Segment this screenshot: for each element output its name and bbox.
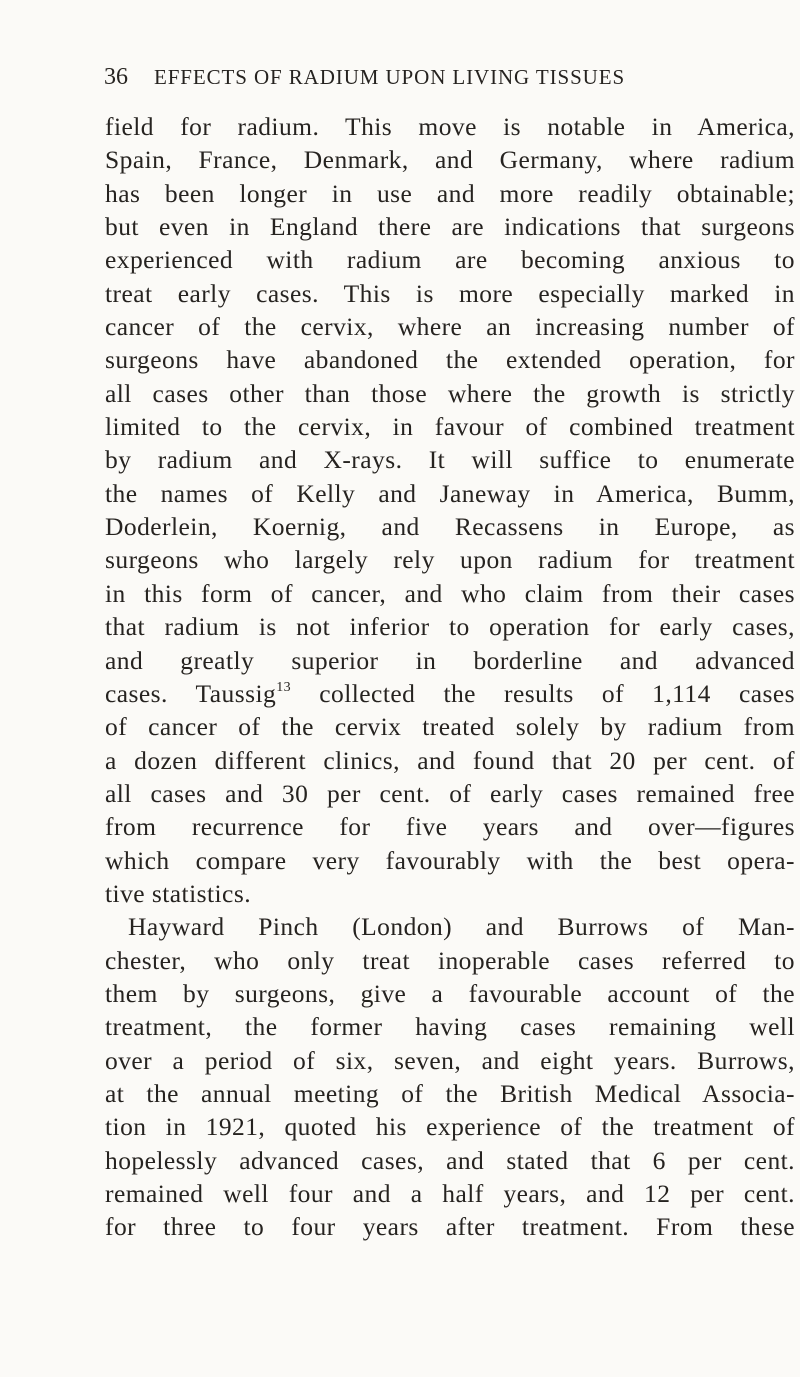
text-fragment: collected the results of 1,114 cases: [291, 678, 795, 708]
body-text: [105, 110, 795, 1244]
page-number: 36: [104, 64, 128, 90]
text-line: remained well four and a half years, and 12 per cent.: [105, 1179, 795, 1208]
text-line: all cases and 30 per cent. of early cases remained free: [105, 778, 795, 808]
paragraph-first-line: Hayward Pinch (London) and Burrows of Man-: [128, 912, 795, 942]
text-line: them by surgeons, give a favourable account of the: [105, 978, 795, 1008]
text-line: all cases other than those where the growth is strictly: [105, 378, 795, 408]
text-line-with-reference: [105, 677, 795, 710]
text-line: by radium and X-rays. It will suffice to enumerate: [105, 445, 795, 475]
text-line: has been longer in use and more readily obtainable;: [105, 178, 795, 208]
text-line: treat early cases. This is more especially marked in: [105, 278, 795, 308]
text-line: for three to four years after treatment. From these: [105, 1212, 795, 1242]
text-line: treatment, the former having cases remaining well: [105, 1012, 795, 1042]
text-line: in this form of cancer, and who claim from their cases: [105, 578, 795, 608]
text-line: from recurrence for five years and over—figures: [105, 812, 795, 842]
reference-number: 13: [276, 679, 292, 695]
running-header: [104, 64, 724, 104]
text-line: surgeons have abandoned the extended operation, for: [105, 345, 795, 375]
text-line: experienced with radium are becoming anxious to: [105, 245, 795, 275]
text-line: at the annual meeting of the British Medical Associa-: [105, 1078, 795, 1108]
text-line: chester, who only treat inoperable cases referred to: [105, 945, 795, 975]
paragraph-end-line: tive statistics.: [105, 878, 252, 908]
text-line: Spain, France, Denmark, and Germany, where radium: [105, 145, 795, 175]
text-line: field for radium. This move is notable in America,: [105, 112, 795, 141]
text-line: over a period of six, seven, and eight years. Burrows,: [105, 1045, 795, 1075]
text-line: tion in 1921, quoted his experience of the treatment of: [105, 1112, 795, 1142]
text-fragment: cases. Taussig: [105, 678, 277, 708]
running-title: EFFECTS OF RADIUM UPON LIVING TISSUES: [154, 65, 626, 89]
text-line: surgeons who largely rely upon radium for treatment: [105, 545, 795, 575]
text-line: of cancer of the cervix treated solely by radium from: [105, 712, 795, 742]
text-line: that radium is not inferior to operation for early cases,: [105, 612, 795, 642]
text-line: Doderlein, Koernig, and Recassens in Europe, as: [105, 512, 795, 542]
text-line: cancer of the cervix, where an increasing number of: [105, 312, 795, 342]
text-line: hopelessly advanced cases, and stated that 6 per cent.: [105, 1145, 795, 1175]
text-line: a dozen different clinics, and found that 20 per cent. of: [105, 745, 795, 775]
text-line: the names of Kelly and Janeway in America, Bumm,: [105, 478, 795, 508]
text-line: but even in England there are indications that surgeons: [105, 212, 795, 242]
text-line: which compare very favourably with the best opera-: [105, 845, 795, 875]
text-line: limited to the cervix, in favour of combined treatment: [105, 412, 795, 442]
text-line: and greatly superior in borderline and advanced: [105, 645, 795, 675]
